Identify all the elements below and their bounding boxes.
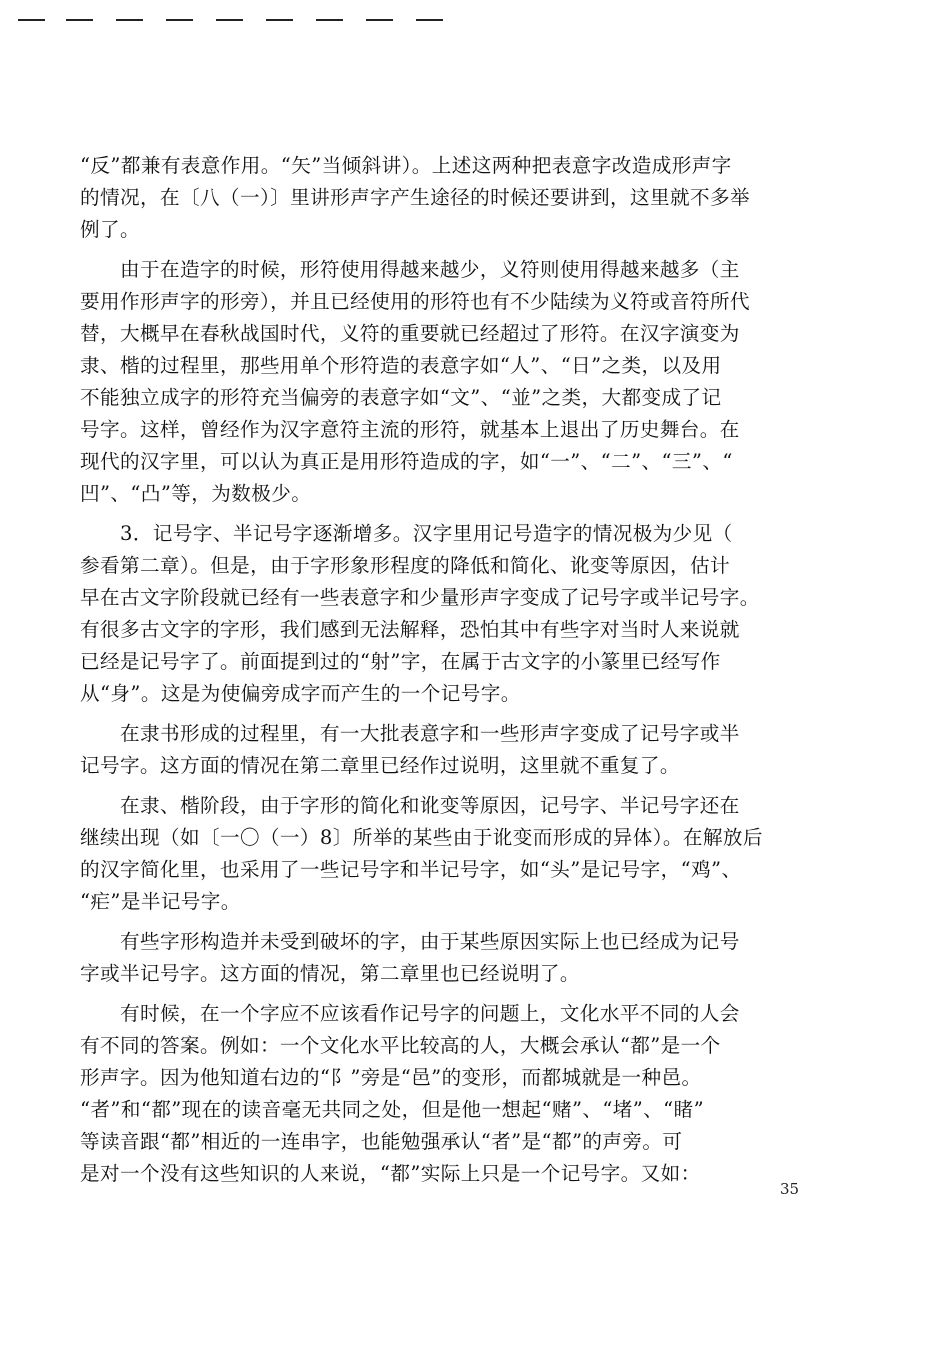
text-line: 已经是记号字了。前面提到过的“射”字，在属于古文字的小篆里已经写作 (80, 650, 721, 673)
header-dash (18, 19, 45, 21)
text-line: 早在古文字阶段就已经有一些表意字和少量形声字变成了记号字或半记号字。 (80, 586, 760, 609)
header-dash (316, 19, 343, 21)
header-dash (166, 19, 193, 21)
text-line: 有时候，在一个字应不应该看作记号字的问题上，文化水平不同的人会 (80, 1002, 740, 1025)
text-line: 由于在造字的时候，形符使用得越来越少，义符则使用得越来越多（主 (80, 258, 740, 281)
header-dash (416, 19, 443, 21)
header-dash (366, 19, 393, 21)
paragraph-gap (80, 246, 822, 254)
text-line: “反”都兼有表意作用。“矢”当倾斜讲）。上述这两种把表意字改造成形声字 (80, 154, 732, 177)
text-line: 例了。 (80, 218, 140, 241)
text-line: 3．记号字、半记号字逐渐增多。汉字里用记号造字的情况极为少见（ (80, 522, 733, 545)
paragraph (80, 790, 822, 918)
text-line: 号字。这样，曾经作为汉字意符主流的形符，就基本上退出了历史舞台。在 (80, 418, 740, 441)
text-line: “者”和“都”现在的读音毫无共同之处，但是他一想起“赌”、“堵”、“睹” (80, 1098, 705, 1121)
header-dash (116, 19, 143, 21)
text-line: 从“身”。这是为使偏旁成字而产生的一个记号字。 (80, 682, 521, 705)
text-line: 要用作形声字的形旁），并且已经使用的形符也有不少陆续为义符或音符所代 (80, 290, 750, 313)
text-line: 是对一个没有这些知识的人来说，“都”实际上只是一个记号字。又如： (80, 1162, 701, 1185)
text-line: 有些字形构造并未受到破坏的字，由于某些原因实际上也已经成为记号 (80, 930, 740, 953)
text-line: 参看第二章）。但是，由于字形象形程度的降低和简化、讹变等原因，估计 (80, 554, 730, 577)
text-line: 的情况，在〔八（一）〕里讲形声字产生途径的时候还要讲到，这里就不多举 (80, 186, 750, 209)
text-line: 在隶书形成的过程里，有一大批表意字和一些形声字变成了记号字或半 (80, 722, 740, 745)
paragraph-gap (80, 990, 822, 998)
header-dash (216, 19, 243, 21)
text-line: 形声字。因为他知道右边的“阝”旁是“邑”的变形，而都城就是一种邑。 (80, 1066, 702, 1089)
text-line: 不能独立成字的形符充当偏旁的表意字如“文”、“並”之类，大都变成了记 (80, 386, 722, 409)
text-line: “疟”是半记号字。 (80, 890, 241, 913)
text-line: 凹”、“凸”等，为数极少。 (80, 482, 312, 505)
paragraph-gap (80, 510, 822, 518)
text-line: 有很多古文字的字形，我们感到无法解释，恐怕其中有些字对当时人来说就 (80, 618, 740, 641)
paragraph-gap (80, 782, 822, 790)
text-line: 字或半记号字。这方面的情况，第二章里也已经说明了。 (80, 962, 580, 985)
text-line: 等读音跟“都”相近的一连串字，也能勉强承认“者”是“都”的声旁。可 (80, 1130, 683, 1153)
header-dash-rule (0, 19, 460, 23)
text-line: 记号字。这方面的情况在第二章里已经作过说明，这里就不重复了。 (80, 754, 680, 777)
header-dash (66, 19, 93, 21)
text-line: 的汉字简化里，也采用了一些记号字和半记号字，如“头”是记号字，“鸡”、 (80, 858, 742, 881)
body-text (80, 150, 822, 1190)
text-line: 有不同的答案。例如：一个文化水平比较高的人，大概会承认“都”是一个 (80, 1034, 721, 1057)
text-line: 隶、楷的过程里，那些用单个形符造的表意字如“人”、“日”之类，以及用 (80, 354, 722, 377)
paragraph (80, 718, 822, 782)
text-line: 在隶、楷阶段，由于字形的简化和讹变等原因，记号字、半记号字还在 (80, 794, 740, 817)
paragraph-gap (80, 918, 822, 926)
paragraph (80, 254, 822, 510)
page-number: 35 (780, 1180, 800, 1198)
paragraph (80, 150, 822, 246)
header-dash (266, 19, 293, 21)
text-line: 替，大概早在春秋战国时代，义符的重要就已经超过了形符。在汉字演变为 (80, 322, 740, 345)
paragraph (80, 518, 822, 710)
text-line: 现代的汉字里，可以认为真正是用形符造成的字，如“一”、“二”、“三”、“ (80, 450, 733, 473)
paragraph (80, 926, 822, 990)
paragraph (80, 998, 822, 1190)
text-line: 继续出现（如〔一〇（一）8〕所举的某些由于讹变而形成的异体）。在解放后 (80, 826, 763, 849)
paragraph-gap (80, 710, 822, 718)
